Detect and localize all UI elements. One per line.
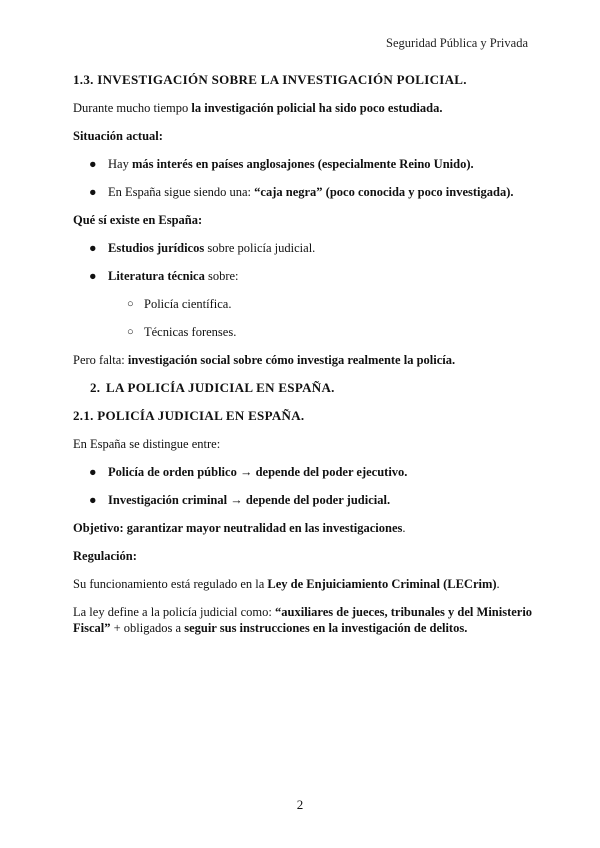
item-bold: Literatura técnica: [108, 269, 205, 283]
item-text: sobre:: [204, 269, 239, 283]
item-bold: Policía de orden público → depende del poder ejecutivo.: [108, 465, 408, 479]
circle-bullet-icon: ○: [127, 298, 134, 310]
section-2-number: 2.: [90, 380, 101, 395]
sub-item-text: Policía científica.: [144, 297, 232, 311]
falta-text: Pero falta:: [73, 353, 128, 367]
section-1-3-heading: 1.3. INVESTIGACIÓN SOBRE LA INVESTIGACIÓN POLICIAL.: [73, 72, 467, 87]
situacion-list: [73, 156, 533, 200]
regulacion-paragraph-2: [73, 604, 533, 636]
intro-bold: la investigación policial ha sido poco estudiada.: [191, 101, 443, 115]
reg1-bold: Ley de Enjuiciamiento Criminal (LECrim): [267, 577, 497, 591]
sublist-item: [73, 324, 533, 340]
regulacion-paragraph-1: [73, 576, 533, 592]
falta-paragraph: [73, 352, 533, 368]
objetivo-paragraph: [73, 520, 533, 536]
distingue-paragraph: En España se distingue entre:: [73, 437, 221, 451]
list-item: [73, 156, 533, 172]
reg1-text: Su funcionamiento está regulado en la: [73, 577, 268, 591]
bullet-icon: ●: [89, 269, 97, 283]
item-bold: “caja negra” (poco conocida y poco investigada).: [254, 185, 514, 199]
bullet-icon: ●: [89, 493, 97, 507]
list-item: [73, 184, 533, 200]
objetivo-bold: Objetivo: garantizar mayor neutralidad en las investigaciones: [73, 521, 403, 535]
regulacion-label: Regulación:: [73, 549, 137, 563]
existe-sublist: [73, 296, 533, 340]
reg2-text-2: + obligados a: [110, 621, 185, 635]
reg1-end: .: [496, 577, 500, 591]
list-item: [73, 240, 533, 256]
page-number: 2: [296, 797, 304, 812]
bullet-icon: ●: [89, 157, 97, 171]
section-2-1-heading: 2.1. POLICÍA JUDICIAL EN ESPAÑA.: [73, 408, 305, 423]
page-content: [73, 72, 533, 648]
sub-item-text: Técnicas forenses.: [144, 325, 237, 339]
situacion-label: Situación actual:: [73, 129, 163, 143]
reg2-bold-2: seguir sus instrucciones en la investigación de delitos.: [184, 621, 468, 635]
intro-paragraph: [73, 100, 533, 116]
list-item: [73, 492, 533, 508]
item-bold: más interés en países anglosajones (especialmente Reino Unido).: [131, 157, 474, 171]
bullet-icon: ●: [89, 241, 97, 255]
item-text: En España sigue siendo una:: [108, 185, 255, 199]
item-bold: Investigación criminal → depende del poder judicial.: [108, 493, 391, 507]
bullet-icon: ●: [89, 465, 97, 479]
existe-list: [73, 240, 533, 284]
section-2-heading: [90, 380, 533, 396]
section-2-title: LA POLICÍA JUDICIAL EN ESPAÑA.: [106, 380, 335, 395]
item-bold: Estudios jurídicos: [108, 241, 205, 255]
item-text: sobre policía judicial.: [204, 241, 316, 255]
tipos-list: [73, 464, 533, 508]
existe-label: Qué sí existe en España:: [73, 213, 203, 227]
reg2-text-1: La ley define a la policía judicial como:: [73, 605, 276, 619]
running-header: Seguridad Pública y Privada: [386, 36, 528, 50]
falta-bold: investigación social sobre cómo investiga realmente la policía.: [127, 353, 456, 367]
intro-text: Durante mucho tiempo: [73, 101, 192, 115]
list-item: [73, 268, 533, 284]
list-item: [73, 464, 533, 480]
sublist-item: [73, 296, 533, 312]
item-text: Hay: [108, 157, 132, 171]
bullet-icon: ●: [89, 185, 97, 199]
reg2-bold-1: “auxiliares de jueces, tribunales y del Ministerio Fiscal”: [73, 605, 533, 635]
objetivo-end: .: [402, 521, 406, 535]
circle-bullet-icon: ○: [127, 326, 134, 338]
